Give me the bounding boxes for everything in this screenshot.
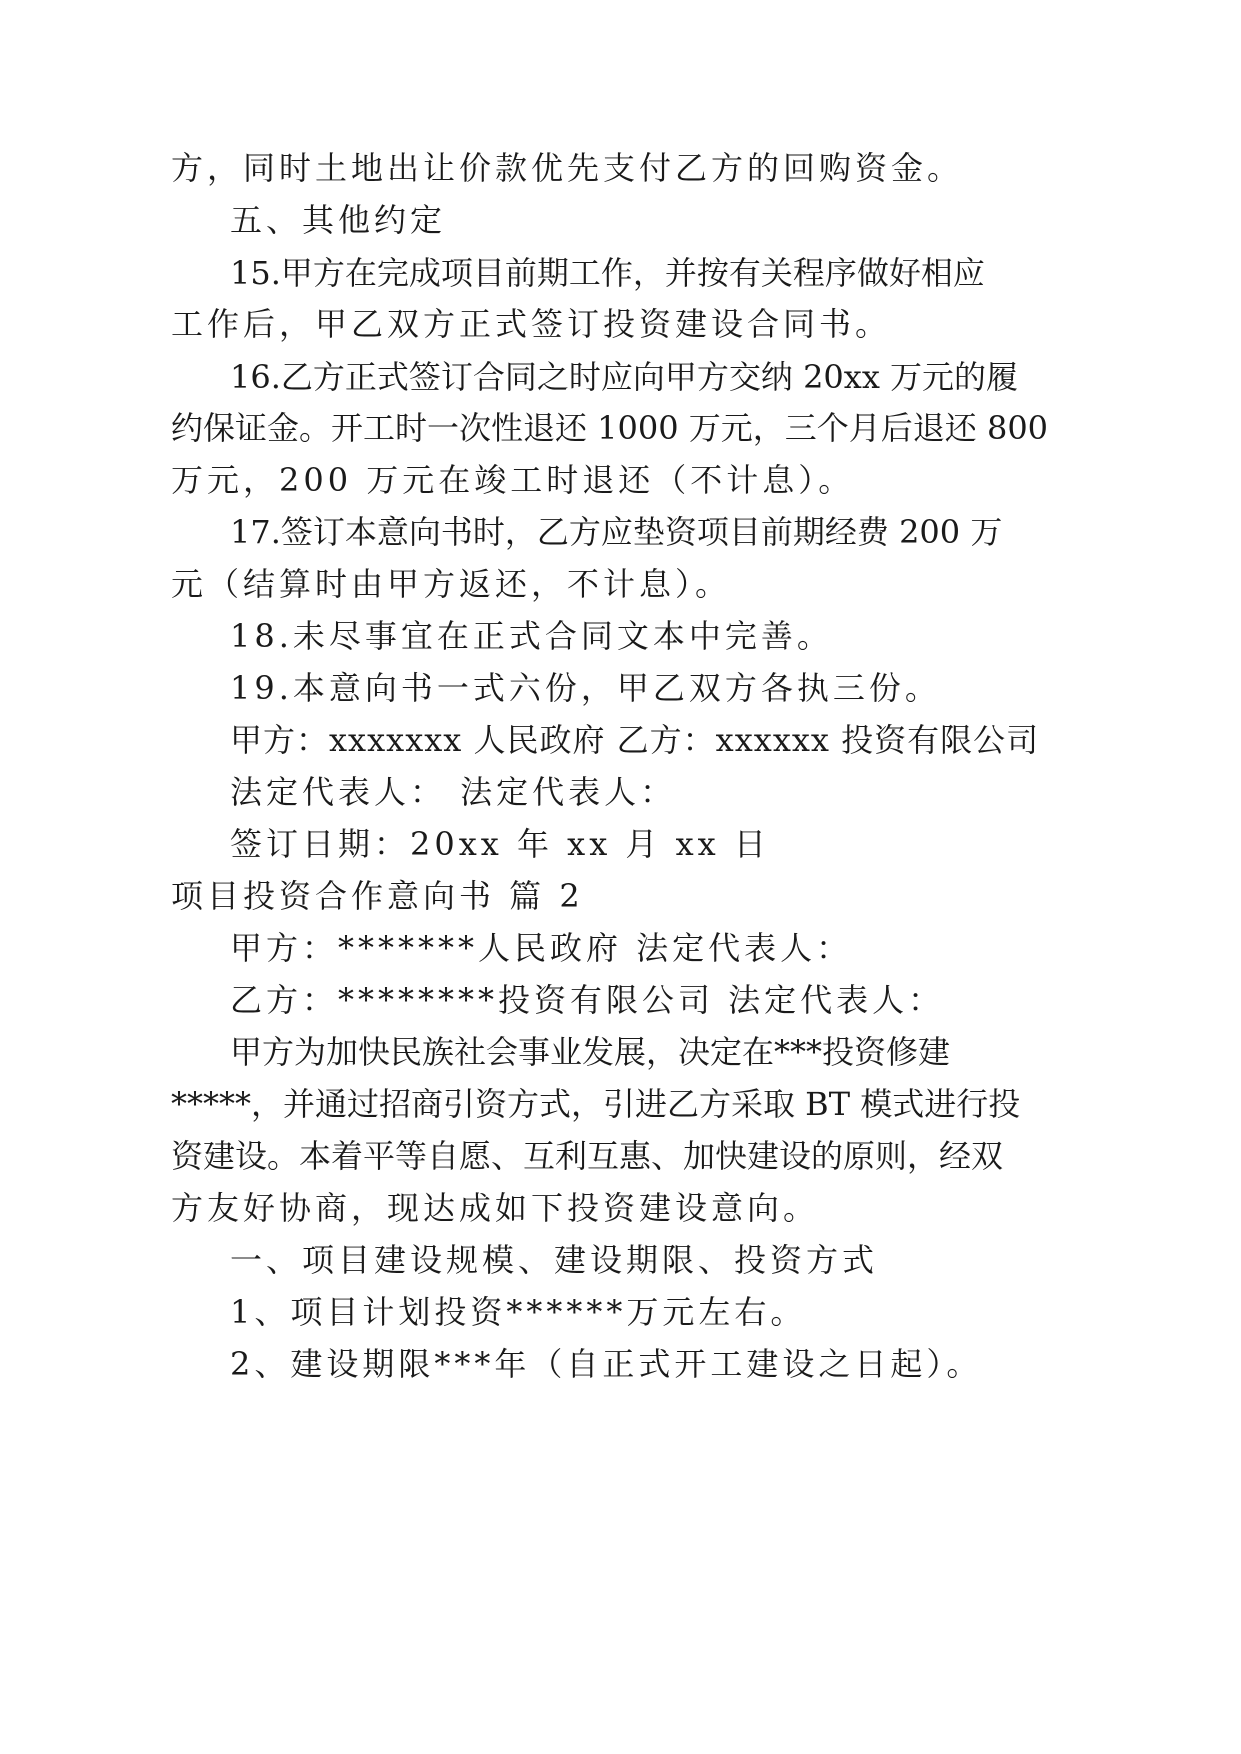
party-b-line: 乙方：********投资有限公司 法定代表人： <box>230 981 945 1019</box>
section-heading: 一、项目建设规模、建设期限、投资方式 <box>230 1241 879 1279</box>
text-line: *****，并通过招商引资方式，引进乙方采取 BT 模式进行投 <box>171 1085 1021 1123</box>
text-line: 方友好协商，现达成如下投资建设意向。 <box>171 1189 820 1227</box>
article-title: 项目投资合作意向书 篇 2 <box>171 877 584 915</box>
text-line: 2、建设期限***年（自正式开工建设之日起）。 <box>230 1345 983 1383</box>
text-line: 18.未尽事宜在正式合同文本中完善。 <box>230 617 833 655</box>
text-line: 方，同时土地出让价款优先支付乙方的回购资金。 <box>171 149 964 187</box>
section-heading: 五、其他约定 <box>230 201 447 239</box>
text-line: 19.本意向书一式六份，甲乙双方各执三份。 <box>230 669 941 707</box>
text-line: 万元，200 万元在竣工时退还（不计息）。 <box>171 461 855 499</box>
text-line: 17.签订本意向书时，乙方应垫资项目前期经费 200 万 <box>230 513 1003 551</box>
text-line: 甲方为加快民族社会事业发展，决定在***投资修建 <box>230 1033 951 1071</box>
party-a-line: 甲方：*******人民政府 法定代表人： <box>230 929 853 967</box>
signing-date-line: 签订日期：20xx 年 xx 月 xx 日 <box>230 825 770 863</box>
text-line: 工作后，甲乙双方正式签订投资建设合同书。 <box>171 305 892 343</box>
text-line: 资建设。本着平等自愿、互利互惠、加快建设的原则，经双 <box>171 1137 1004 1175</box>
text-line: 元（结算时由甲方返还，不计息）。 <box>171 565 732 603</box>
representative-line: 法定代表人： 法定代表人： <box>230 773 677 811</box>
text-line: 约保证金。开工时一次性退还 1000 万元，三个月后退还 800 <box>171 409 1049 447</box>
text-line: 1、项目计划投资******万元左右。 <box>230 1293 807 1331</box>
text-line: 16.乙方正式签订合同之时应向甲方交纳 20xx 万元的履 <box>230 358 1019 396</box>
text-line: 15.甲方在完成项目前期工作，并按有关程序做好相应 <box>230 254 985 292</box>
signature-parties-line: 甲方：xxxxxxx 人民政府 乙方：xxxxxx 投资有限公司 <box>230 721 1040 759</box>
